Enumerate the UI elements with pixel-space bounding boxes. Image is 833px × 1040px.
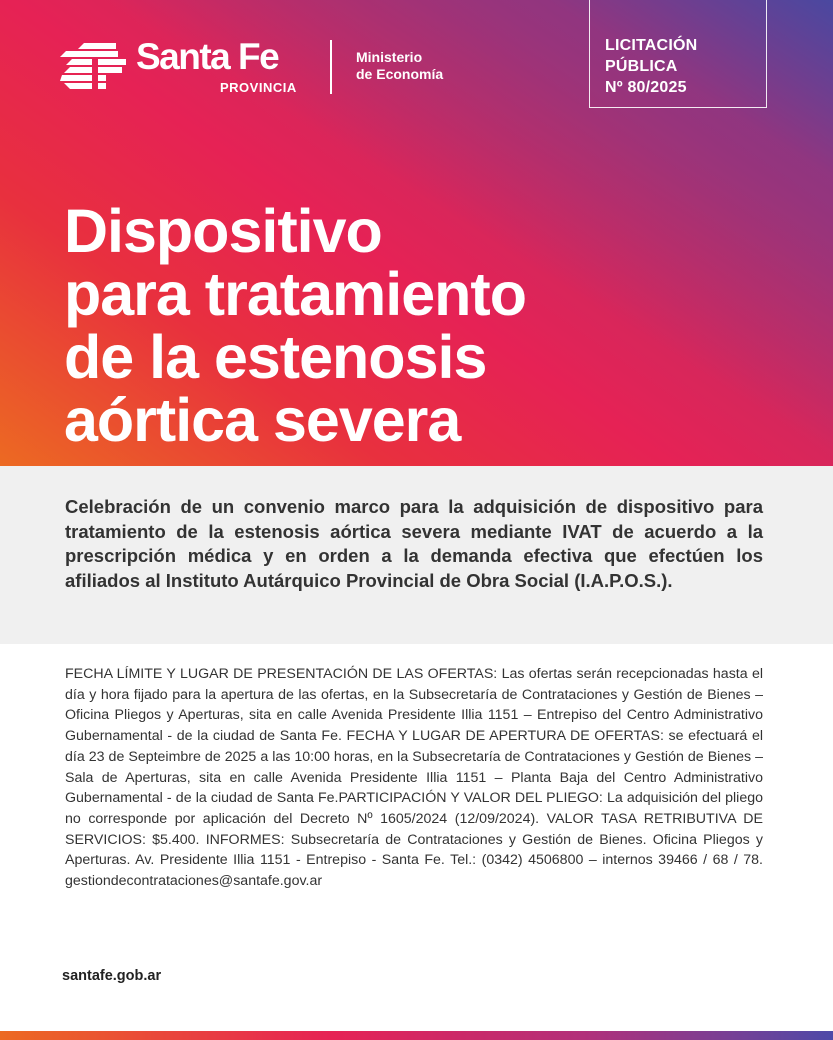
tender-line-1: LICITACIÓN — [605, 37, 698, 54]
tender-number-box — [589, 0, 767, 108]
santa-fe-logo-icon — [58, 40, 128, 94]
santa-fe-logo — [58, 38, 458, 98]
ministry-line-2: de Economía — [356, 66, 444, 82]
title-line-2: para tratamiento — [64, 260, 526, 328]
title-line-3: de la estenosis — [64, 323, 487, 391]
summary-band — [0, 466, 833, 644]
ministry-line-1: Ministerio — [356, 49, 423, 65]
hero-banner — [0, 0, 833, 466]
title-line-1: Dispositivo — [64, 197, 382, 265]
tender-details-text: FECHA LÍMITE Y LUGAR DE PRESENTACIÓN DE LAS OFERTAS: Las ofertas serán recepcionadas hasta el día y hora fijado para la apertura de las ofertas, en la Subsecretaría de Contrataciones y Gestión de Bienes – Oficina Pliegos y Aperturas, sita en calle Avenida Presidente Illia 1151 – Entrepiso del Centro Administrativo Gubernamental - de la ciudad de Santa Fe. FECHA Y LUGAR DE APERTURA DE OFERTAS: se efectuará el día 23 de Septeimbre de 2025 a las 10:00 horas, en la Subsecretaría de Contrataciones y Gestión de Bienes – Sala de Aperturas, sita en calle Avenida Presidente Illia 1151 – Planta Baja del Centro Administrativo Gubernamental - de la ciudad de Santa Fe.PARTICIPACIÓN Y VALOR DEL PLIEGO: La adquisición del pliego no corresponde por aplicación del Decreto Nº 1605/2024 (12/09/2024). VALOR TASA RETRIBUTIVA DE SERVICIOS: $5.400. INFORMES: Subsecretaría de Contrataciones y Gestión de Bienes. Oficina Pliegos y Aperturas. Av. Presidente Illia 1151 - Entrepiso - Santa Fe. Tel.: (0342) 4506800 – internos 39466 / 68 / 78. gestiondecontrataciones@santafe.gov.ar — [65, 666, 763, 890]
bottom-gradient-bar — [0, 1031, 833, 1040]
tender-line-3: Nº 80/2025 — [605, 79, 687, 96]
brand-subtitle: PROVINCIA — [220, 80, 297, 95]
logo-divider — [330, 40, 332, 94]
ministry-label — [356, 49, 443, 83]
tender-line-2: PÚBLICA — [605, 58, 678, 75]
footer-website: santafe.gob.ar — [62, 968, 162, 984]
summary-text: Celebración de un convenio marco para la adquisición de dispositivo para tratamiento de la estenosis aórtica severa mediante IVAT de acuerdo a la prescripción médica y en orden a la demanda efectiva que efectúen los afiliados al Instituto Autárquico Provincial de Obra Social (I.A.P.O.S.). — [65, 496, 763, 591]
title-line-4: aórtica severa — [64, 386, 461, 454]
page-title — [64, 197, 784, 454]
brand-name: Santa Fe — [136, 36, 279, 77]
